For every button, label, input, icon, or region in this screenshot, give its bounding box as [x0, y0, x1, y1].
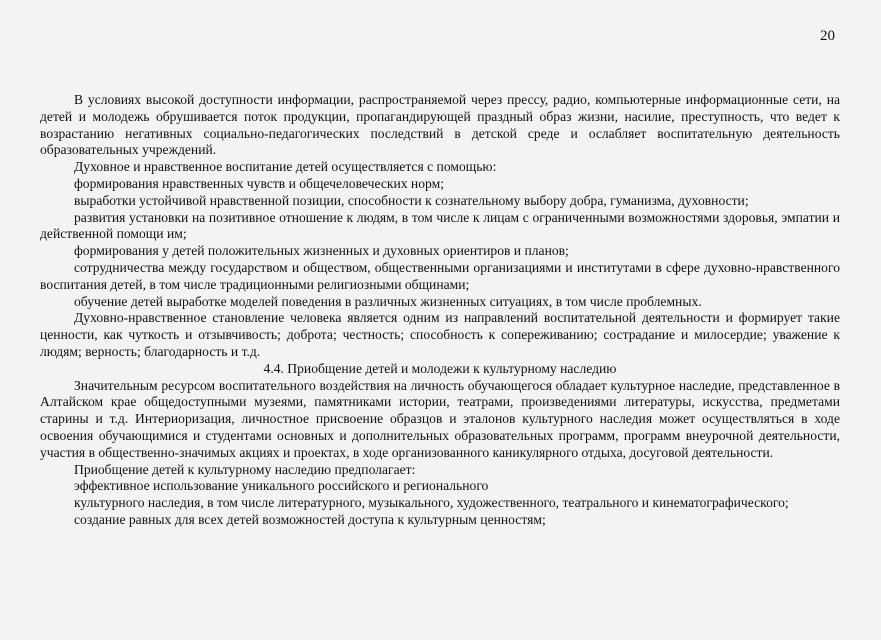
paragraph: Духовное и нравственное воспитание детей осуществляется с помощью:: [74, 159, 497, 175]
list-item: создание равных для всех детей возможностей доступа к культурным ценностям;: [74, 511, 546, 527]
list-item: выработки устойчивой нравственной позиции, способности к сознательному выбору добра, гуманизма, духовности;: [74, 192, 749, 208]
paragraph: Духовно-нравственное становление человека является одним из направлений воспитательной деятельности и формирует такие ценности, как чуткость и отзывчивость; доброта; честность; способность к сопереживанию; сострадание и милосердие; уважение к людям; верность; благодарность и т.д.: [40, 310, 840, 359]
document-body: [40, 92, 840, 529]
list-item: формирования нравственных чувств и общечеловеческих норм;: [74, 175, 444, 191]
list-item: формирования у детей положительных жизненных и духовных ориентиров и планов;: [74, 243, 569, 259]
section-heading: 4.4. Приобщение детей и молодежи к культурному наследию: [263, 360, 617, 376]
paragraph: В условиях высокой доступности информации, распространяемой через прессу, радио, компьютерные информационные сети, на детей и молодежь обрушивается поток продукции, пропагандирующей праздный образ жизни, насилие, преступность, что ведет к возрастанию негативных социально-педагогических последствий в детской среде и ослабляет воспитательную деятельность образовательных учреждений.: [40, 92, 840, 158]
paragraph: Приобщение детей к культурному наследию предполагает:: [74, 461, 416, 477]
list-item: сотрудничества между государством и обществом, общественными организациями и институтами в сфере духовно-нравственного воспитания детей, в том числе традиционными религиозными общинами;: [40, 259, 840, 292]
page-number: 20: [820, 28, 835, 44]
list-item: развития установки на позитивное отношение к людям, в том числе к лицам с ограниченными возможностями здоровья, эмпатии и действенной помощи им;: [40, 209, 840, 242]
list-item: обучение детей выработке моделей поведения в различных жизненных ситуациях, в том числе проблемных.: [74, 293, 702, 309]
list-item: эффективное использование уникального российского и регионального: [74, 478, 489, 494]
paragraph: Значительным ресурсом воспитательного воздействия на личность обучающегося обладает культурное наследие, представленное в Алтайском крае общедоступными музеями, памятниками истории, театрами, произведениями литературы, искусства, предметами старины и т.д. Интериоризация, личностное присвоение образцов и эталонов культурного наследия может осуществляться в ходе освоения обучающимися и студентами основных и дополнительных образовательных программ, программ внеурочной деятельности, участия в общественно-значимых акциях и проектах, в ходе организованного каникулярного отдыха, досуговой деятельности.: [40, 377, 840, 460]
list-item: культурного наследия, в том числе литературного, музыкального, художественного, театрального и кинематографического;: [74, 495, 789, 511]
